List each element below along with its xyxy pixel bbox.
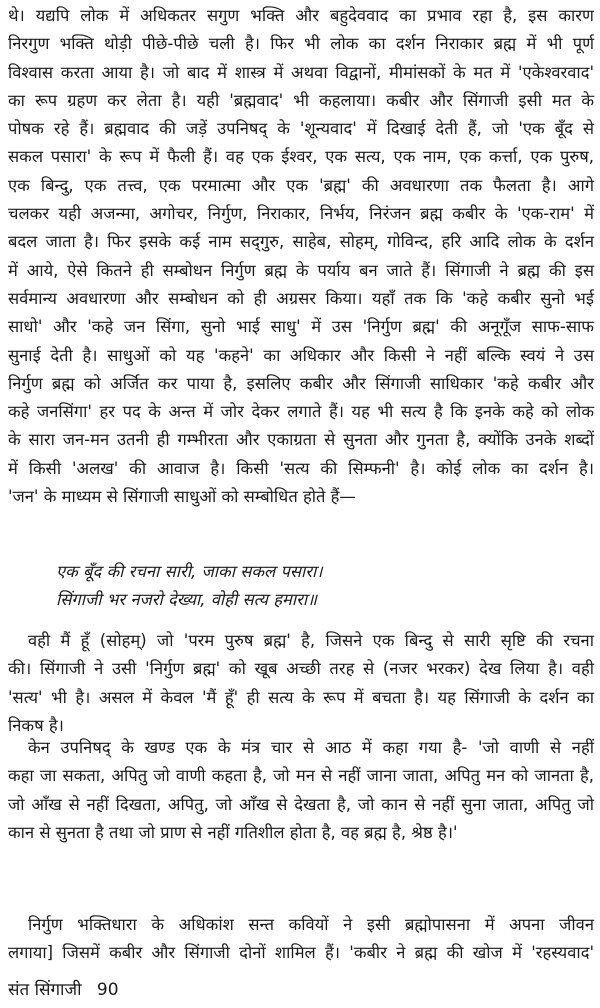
- text-line: 'सत्य' भी है। असल में केवल 'मैं हूँ' ही सत्य के रूप में बचता है। यह सिंगाजी के दर्शन का: [8, 687, 594, 707]
- page-number: 90: [96, 980, 119, 1000]
- text-line: चलकर यही अजन्मा, अगोचर, निर्गुण, निराकार, निर्भय, निरंजन ब्रह्म कबीर के 'एक-राम' में: [8, 204, 594, 224]
- text-line: निरगुण भक्ति थोड़ी पीछे-पीछे चली है। फिर भी लोक का दर्शन निराकार ब्रह्म में भी पूर्ण: [8, 34, 594, 54]
- text-line: विश्वास करता आया है। जो बाद में शास्त्र में अथवा विद्वानों, मीमांसकों के मत में 'एकेश्वरवाद': [8, 62, 594, 82]
- text-line: 'जन' के माध्यम से सिंगाजी साधुओं को सम्बोधित होते हैं—: [8, 487, 356, 507]
- text-line: कान से सुनता है तथा जो प्राण से नहीं गतिशील होता है, वह ब्रह्म है, श्रेष्ठ है।': [8, 822, 458, 842]
- text-line: सर्वमान्य अवधारणा और सम्बोधन को ही अग्रसर किया। यहाँ तक कि 'कहे कबीर सुनो भई: [8, 288, 594, 308]
- page-footer: [8, 978, 119, 1002]
- paragraph-2: [8, 627, 594, 740]
- text-line: पोषक रहे हैं। ब्रह्मवाद की जड़ें उपनिषद् के 'शून्यवाद' में दिखाई देती हैं, जो 'एक बूँद से: [8, 119, 594, 139]
- text-line: निर्गुण भक्तिधारा के अधिकांश सन्त कवियों ने इसी ब्रह्मोपासना में अपना जीवन: [28, 915, 594, 934]
- text-line: कहे जनसिंगा' हर पद के अन्त में जोर देकर लगाते हैं। यह भी सत्य है कि इनके कहे को लोक: [8, 402, 594, 422]
- text-line: का रूप ग्रहण कर लेता है। यही 'ब्रह्मवाद' भी कहलाया। कबीर और सिंगाजी इसी मत के: [8, 90, 594, 110]
- paragraph-1: [8, 2, 594, 511]
- text-line: कहा जा सकता, अपितु जो वाणी कहता है, जो मन से नहीं जाना जाता, अपितु मन को जानता है,: [8, 766, 594, 786]
- text-line: निकष है।: [8, 715, 64, 735]
- text-line: लगाया] जिसमें कबीर और सिंगाजी दोनों शामिल हैं। 'कबीर ने ब्रह्म की खोज में 'रहस्यवाद': [8, 943, 594, 963]
- text-line: सुनाई देती है। साधुओं को यह 'कहने' का अधिकार और किसी ने नहीं बल्कि स्वयं ने उस: [8, 345, 594, 365]
- text-line: निर्गुण ब्रह्म को अर्जित कर पाया है, इसलिए कबीर और सिंगाजी साधिकार 'कहे कबीर और: [8, 373, 594, 393]
- text-line: के सारा जन-मन उतनी ही गम्भीरता और एकाग्रता से सुनता और गुनता है, क्योंकि उनके शब्दों: [8, 430, 594, 450]
- text-line: थे। यद्यपि लोक में अधिकतर सगुण भक्ति और बहुदेववाद का प्रभाव रहा है, इस कारण: [8, 6, 594, 25]
- text-line: वही मैं हूँ (सोहम्) जो 'परम पुरुष ब्रह्म' है, जिसने एक बिन्दु से सारी सृष्टि की रचना: [28, 631, 594, 650]
- paragraph-4: [8, 911, 594, 968]
- text-line: सकल पसारा' के रूप में फैली हैं। वह एक ईश्वर, एक सत्य, एक नाम, एक कर्त्ता, एक पुरुष,: [8, 147, 594, 167]
- text-line: केन उपनिषद् के खण्ड एक के मंत्र चार से आठ में कहा गया है- 'जो वाणी से नहीं: [28, 738, 594, 757]
- text-line: की। सिंगाजी ने उसी 'निर्गुण ब्रह्म' को खूब अच्छी तरह से (नजर भरकर) देख लिया है। वही: [8, 659, 594, 679]
- paragraph-3: [8, 734, 594, 847]
- verse-line: सिंगाजी भर नजरो देख्या, वोही सत्य हमारा॥: [56, 590, 318, 610]
- text-line: एक बिन्दु, एक तत्त्व, एक परमात्मा और एक 'ब्रह्म' की अवधारणा तक फैलता है। आगे: [8, 175, 594, 195]
- verse-line: एक बूँद की रचना सारी, जाका सकल पसारा।: [56, 562, 323, 581]
- text-line: में आये, ऐसे कितने ही सम्बोधन निर्गुण ब्रह्म के पर्याय बन जाते हैं। सिंगाजी ने ब्रह्म की इस: [8, 260, 594, 280]
- text-line: साधो' और 'कहे जन सिंगा, सुनो भाई साधु' में उस 'निर्गुण ब्रह्म' की अनूगूँज साफ-साफ: [8, 317, 594, 337]
- verse-quote: [56, 558, 576, 615]
- text-line: में किसी 'अलख' की आवाज है। किसी 'सत्य की सिम्फनी' है। कोई लोक का दर्शन है।: [8, 458, 594, 478]
- text-line: जो आँख से नहीं दिखता, अपितु, जो आँख से देखता है, जो कान से नहीं सुना जाता, अपितु जो: [8, 794, 594, 814]
- book-title: संत सिंगाजी: [8, 980, 82, 1000]
- text-line: बदल जाता है। फिर इसके कई नाम सद्‌गुरु, साहेब, सोहम्, गोविन्द, हरि आदि लोक के दर्शन: [8, 232, 594, 252]
